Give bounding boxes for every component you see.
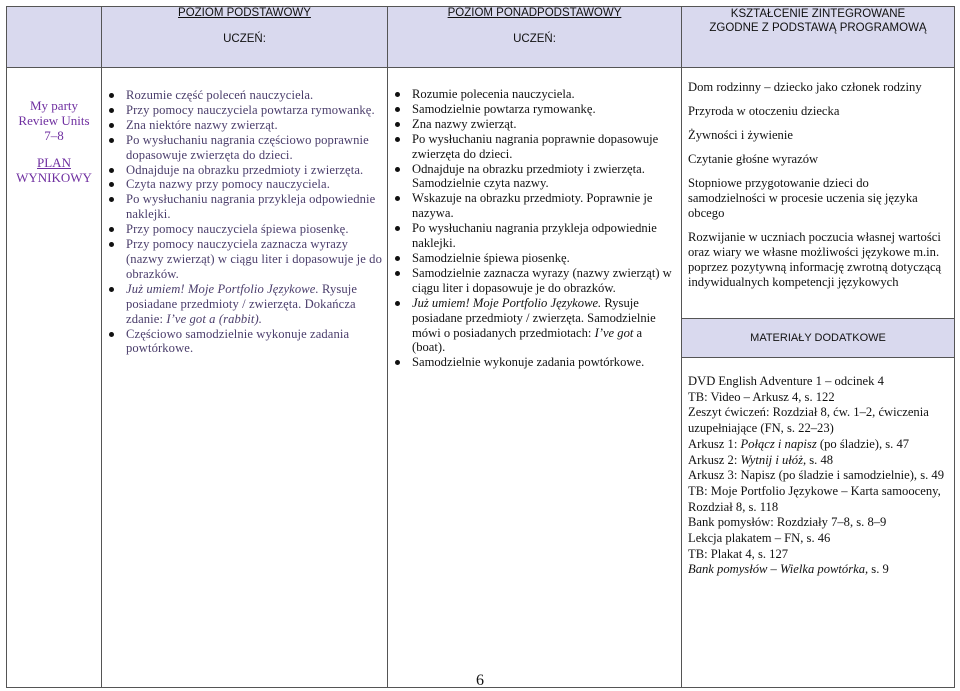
- item-text: Zna niektóre nazwy zwierząt.: [126, 117, 278, 132]
- item-text: Przy pomocy nauczyciela śpiewa piosenkę.: [126, 222, 349, 237]
- material-text: Bank pomysłów: Rozdziały 7–8, s. 8–9: [688, 515, 887, 530]
- list-item: [126, 177, 383, 192]
- integrated-topic: Dom rodzinny – dziecko jako członek rodziny: [688, 80, 922, 94]
- material-item: [688, 531, 948, 547]
- list-item: [412, 266, 677, 296]
- integrated-topic: Stopniowe przygotowanie dzieci do samodzielności w procesie uczenia się języka obcego: [688, 176, 918, 220]
- basic-level-cell: [102, 68, 388, 688]
- material-text: TB: Video – Arkusz 4, s. 122: [688, 389, 835, 404]
- header-integrated: [682, 7, 955, 68]
- material-text: s. 48: [806, 452, 834, 467]
- material-item: [688, 453, 948, 469]
- item-text: Przy pomocy nauczyciela powtarza rymowankę.: [126, 102, 375, 117]
- integrated-list: [688, 80, 948, 290]
- integrated-topic: Rozwijanie w uczniach poczucia własnej wartości oraz wiary we własne możliwości językowe m.in. poprzez pozytywną informację zwrotną dotyczącą indywidualnych kompetencji językowych: [688, 230, 942, 289]
- list-item: [126, 163, 383, 178]
- material-item: [688, 484, 948, 515]
- item-text: Rozumie polecenia nauczyciela.: [412, 87, 575, 101]
- list-item: [126, 192, 383, 222]
- list-item: [126, 88, 383, 103]
- material-item: [688, 515, 948, 531]
- unit-cell: [7, 68, 102, 688]
- material-italic-text: Połącz i napisz: [740, 436, 817, 451]
- item-text: Po wysłuchaniu nagrania poprawnie dopasowuje zwierzęta do dzieci.: [412, 131, 659, 161]
- header-integrated-title: KSZTAŁCENIE ZINTEGROWANE: [730, 8, 906, 20]
- integrated-topic: Czytanie głośne wyrazów: [688, 152, 819, 166]
- list-item: [412, 162, 677, 192]
- material-item: [688, 547, 948, 563]
- list-item: [412, 117, 677, 132]
- header-row: [7, 7, 955, 68]
- item-italic-text: I’ve got: [594, 325, 634, 340]
- advanced-level-list: [388, 68, 681, 370]
- item-text: Odnajduje na obrazku przedmioty i zwierzęta. Samodzielnie czyta nazwy.: [412, 161, 645, 191]
- material-item: [688, 405, 948, 436]
- material-item: [688, 390, 948, 406]
- item-text: Odnajduje na obrazku przedmioty i zwierzęta.: [126, 162, 364, 177]
- header-basic-student: UCZEŃ:: [223, 33, 266, 45]
- list-item: [412, 132, 677, 162]
- material-italic-text: Bank pomysłów – Wielka powtórka,: [688, 562, 869, 577]
- integrated-topic: Żywności i żywienie: [688, 128, 793, 142]
- item-text: Samodzielnie śpiewa piosenkę.: [412, 250, 570, 265]
- list-item: [126, 222, 383, 237]
- item-text: Samodzielnie zaznacza wyrazy (nazwy zwierząt) w ciągu liter i dopasowuje je do obrazków.: [412, 265, 672, 295]
- list-item: [126, 118, 383, 133]
- material-text: TB: Plakat 4, s. 127: [688, 546, 789, 561]
- unit-title: My party: [29, 98, 79, 113]
- material-text: DVD English Adventure 1 – odcinek 4: [688, 374, 884, 388]
- list-item: [412, 102, 677, 117]
- material-text: s. 9: [868, 562, 889, 577]
- material-text: TB: Moje Portfolio Językowe – Karta samooceny, Rozdział 8, s. 118: [688, 483, 941, 514]
- item-text: Samodzielnie wykonuje zadania powtórkowe.: [412, 355, 645, 370]
- item-text: Wskazuje na obrazku przedmioty. Poprawnie je nazywa.: [412, 191, 653, 221]
- list-item: [126, 237, 383, 282]
- item-text: Rysuje posiadane przedmioty / zwierzęta. Samodzielnie mówi o posiadanych przedmiotach:: [412, 295, 656, 340]
- list-item: [126, 282, 383, 327]
- item-text: Rysuje posiadane przedmioty / zwierzęta. Dokańcza zdanie:: [126, 281, 358, 326]
- list-item: [126, 103, 383, 118]
- item-text: Po wysłuchaniu nagrania przykleja odpowiednie naklejki.: [126, 192, 376, 222]
- header-advanced-student: UCZEŃ:: [513, 33, 556, 45]
- header-basic: [102, 7, 388, 68]
- item-text: a (boat).: [412, 325, 643, 355]
- item-text: Częściowo samodzielnie wykonuje zadania powtórkowe.: [126, 326, 350, 356]
- item-text: Po wysłuchaniu nagrania przykleja odpowiednie naklejki.: [412, 221, 657, 251]
- plan-label-line1: PLAN: [37, 155, 71, 170]
- header-basic-level: POZIOM PODSTAWOWY: [178, 7, 311, 19]
- materials-header: MATERIAŁY DODATKOWE: [682, 318, 954, 358]
- list-item: [412, 221, 677, 251]
- material-text: Arkusz 3: Napisz (po śladzie i samodzielnie), s. 49: [688, 468, 945, 483]
- item-text: Rozumie część poleceń nauczyciela.: [126, 88, 314, 102]
- plan-label: [7, 155, 101, 185]
- list-item: [412, 191, 677, 221]
- basic-level-list: [102, 68, 387, 356]
- material-text: Arkusz 1:: [688, 436, 741, 451]
- list-item: [412, 87, 677, 102]
- integrated-topic: Przyroda w otoczeniu dziecka: [688, 104, 840, 118]
- list-item: [412, 355, 677, 370]
- list-item: [126, 133, 383, 163]
- integrated-cell: [682, 68, 955, 688]
- lesson-plan-table: [6, 6, 955, 688]
- material-item: [688, 374, 948, 390]
- unit-numbers: 7–8: [44, 128, 64, 143]
- advanced-level-cell: [388, 68, 682, 688]
- item-text: Samodzielnie powtarza rymowankę.: [412, 101, 596, 116]
- header-advanced: [388, 7, 682, 68]
- item-text: Czyta nazwy przy pomocy nauczyciela.: [126, 177, 330, 192]
- material-text: Lekcja plakatem – FN, s. 46: [688, 531, 831, 546]
- content-row: [7, 68, 955, 688]
- item-text: Po wysłuchaniu nagrania częściowo poprawnie dopasowuje zwierzęta do dzieci.: [126, 132, 369, 162]
- list-item: [412, 296, 677, 356]
- page-number: 6: [476, 672, 484, 689]
- header-advanced-level: POZIOM PONADPODSTAWOWY: [447, 7, 622, 19]
- header-empty-cell: [7, 7, 102, 68]
- item-text: Zna nazwy zwierząt.: [412, 116, 517, 131]
- header-integrated-subtitle: ZGODNE Z PODSTAWĄ PROGRAMOWĄ: [709, 22, 927, 34]
- item-italic-text: I’ve got a (rabbit).: [166, 311, 263, 326]
- list-item: [126, 327, 383, 357]
- material-text: Zeszyt ćwiczeń: Rozdział 8, ćw. 1–2, ćwiczenia uzupełniające (FN, s. 22–23): [688, 405, 929, 436]
- material-item: [688, 562, 948, 578]
- materials-list: [688, 374, 948, 578]
- material-italic-text: Wytnij i ułóż,: [740, 452, 807, 467]
- item-text: Przy pomocy nauczyciela zaznacza wyrazy (nazwy zwierząt) w ciągu liter i dopasowuje je do obrazków.: [126, 237, 382, 281]
- material-item: [688, 468, 948, 484]
- item-italic-text: Już umiem! Moje Portfolio Językowe.: [126, 281, 319, 296]
- item-italic-text: Już umiem! Moje Portfolio Językowe.: [412, 295, 602, 310]
- material-text: Arkusz 2:: [688, 452, 741, 467]
- unit-subtitle: Review Units: [18, 113, 90, 128]
- list-item: [412, 251, 677, 266]
- material-text: (po śladzie), s. 47: [816, 436, 910, 451]
- material-item: [688, 437, 948, 453]
- plan-label-line2: WYNIKOWY: [16, 170, 92, 185]
